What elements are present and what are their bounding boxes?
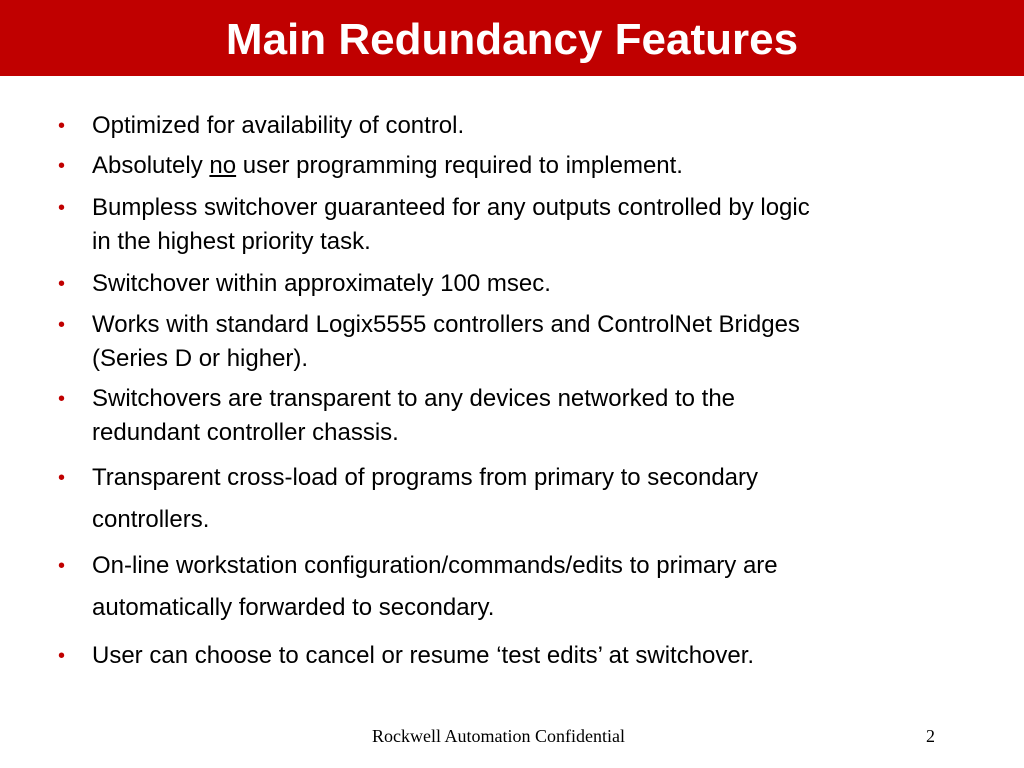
bullet-text: User can choose to cancel or resume ‘test edits’ at switchover. [92,642,755,669]
bullet-symbol: • [58,645,66,667]
bullet-text: Switchover within approximately 100 msec. [92,270,551,297]
slide-title: Main Redundancy Features [225,15,799,64]
bullet-text-line2: redundant controller chassis. [92,419,399,446]
bullet-item [58,457,962,541]
bullet-text-before: Absolutely [92,152,210,179]
bullet-symbol: • [58,555,66,577]
bullet-text-after: user programming required to implement. [236,152,683,179]
bullet-symbol: • [58,273,66,295]
bullet-text-line1: On-line workstation configuration/commands/edits to primary are [92,552,778,579]
bullet-item [58,191,962,259]
bullet-text-line2: controllers. [92,506,210,533]
bullet-symbol: • [58,388,66,410]
bullet-symbol: • [58,314,66,336]
bullet-text-emphasis: no [209,152,237,179]
bullet-symbol: • [58,467,66,489]
bullet-item [58,267,962,301]
bullet-symbol: • [58,155,66,177]
bullet-item [58,308,962,376]
bullet-symbol: • [58,115,66,137]
bullet-text-line2: in the highest priority task. [92,228,371,255]
bullet-text-line1: Bumpless switchover guaranteed for any outputs controlled by logic [92,194,810,221]
page-number: 2 [926,726,935,746]
bullet-item [58,149,962,183]
bullet-item [58,382,962,450]
bullet-item [58,639,962,673]
bullet-text: Optimized for availability of control. [92,112,465,139]
bullet-text-line1: Switchovers are transparent to any devices networked to the [92,385,736,412]
bullet-item [58,545,962,629]
bullet-item [58,109,962,143]
bullet-text-line1: Transparent cross-load of programs from primary to secondary [92,464,759,491]
bullet-text-line2: (Series D or higher). [92,345,309,372]
footer-confidential-label: Rockwell Automation Confidential [372,726,625,746]
bullet-text-line1: Works with standard Logix5555 controllers and ControlNet Bridges [92,311,800,338]
bullet-symbol: • [58,197,66,219]
footer [0,724,1024,748]
bullet-text-line2: automatically forwarded to secondary. [92,594,495,621]
